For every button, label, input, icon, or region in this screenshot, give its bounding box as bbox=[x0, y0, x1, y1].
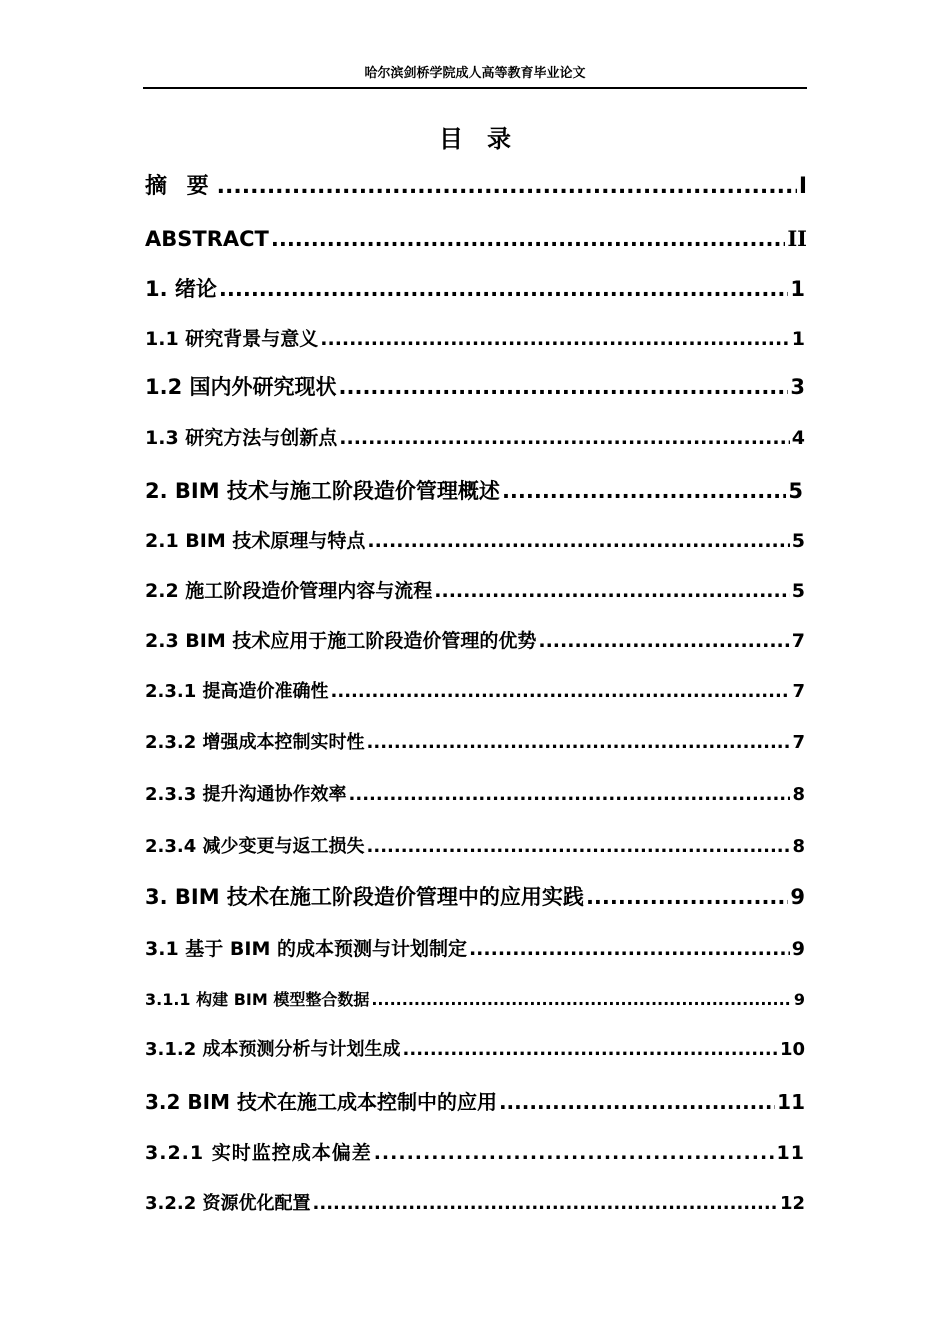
toc-entry-page: 8 bbox=[792, 784, 805, 805]
toc-entry-page: 7 bbox=[792, 681, 805, 702]
toc-entry-label: 摘 要 bbox=[145, 174, 215, 199]
toc-leader-dots bbox=[374, 1139, 775, 1167]
toc-entry-2-3-1[interactable] bbox=[145, 679, 805, 705]
toc-leader-dots bbox=[469, 935, 790, 963]
toc-entry-page: 3 bbox=[790, 375, 805, 399]
toc-leader-dots bbox=[403, 1037, 778, 1063]
toc-title: 目录 bbox=[439, 125, 535, 153]
toc-entry-3-1-1[interactable] bbox=[145, 988, 805, 1012]
toc-entry-2-3-4[interactable] bbox=[145, 834, 805, 860]
toc-leader-dots bbox=[331, 679, 791, 705]
toc-leader-dots bbox=[434, 577, 789, 605]
toc-entry-3-1[interactable] bbox=[145, 935, 805, 963]
toc-entry-page: 1 bbox=[790, 277, 805, 301]
toc-entry-label: 2.3.4 减少变更与返工损失 bbox=[145, 836, 365, 857]
toc-entry-label: 3.1.1 构建 BIM 模型整合数据 bbox=[145, 990, 370, 1009]
toc-entry-label: ABSTRACT bbox=[145, 227, 269, 251]
toc-entry-abstract-cn[interactable] bbox=[145, 172, 807, 202]
toc-entry-page: 11 bbox=[777, 1090, 805, 1114]
toc-entry-label: 2.3.3 提升沟通协作效率 bbox=[145, 784, 347, 805]
toc-entry-page: 5 bbox=[791, 530, 805, 552]
toc-entry-page: 12 bbox=[779, 1193, 805, 1214]
toc-entry-page: II bbox=[787, 226, 807, 251]
running-header: 哈尔滨剑桥学院成人高等教育毕业论文 bbox=[364, 66, 586, 81]
toc-leader-dots bbox=[339, 424, 789, 452]
toc-entry-page: 10 bbox=[779, 1039, 805, 1060]
toc-leader-dots bbox=[339, 372, 789, 402]
toc-entry-label: 3.1 基于 BIM 的成本预测与计划制定 bbox=[145, 938, 467, 960]
toc-entry-3-2[interactable] bbox=[145, 1088, 805, 1116]
toc-entry-page: 9 bbox=[790, 885, 805, 909]
toc-entry-1-1[interactable] bbox=[145, 325, 805, 353]
toc-leader-dots bbox=[367, 730, 791, 756]
toc-entry-label: 2.1 BIM 技术原理与特点 bbox=[145, 530, 366, 552]
toc-entry-2-3-3[interactable] bbox=[145, 782, 805, 808]
toc-entry-1-2[interactable] bbox=[145, 372, 805, 402]
header-divider bbox=[143, 87, 807, 89]
toc-leader-dots bbox=[367, 527, 789, 555]
toc-entry-3-2-2[interactable] bbox=[145, 1191, 805, 1217]
toc-entry-label: 3. BIM 技术在施工阶段造价管理中的应用实践 bbox=[145, 885, 584, 909]
toc-entry-label: 3.1.2 成本预测分析与计划生成 bbox=[145, 1039, 401, 1060]
toc-entry-page: 7 bbox=[792, 732, 805, 753]
toc-entry-chapter-3[interactable] bbox=[145, 882, 805, 912]
toc-entry-page: 5 bbox=[791, 580, 805, 602]
toc-leader-dots bbox=[313, 1191, 778, 1217]
toc-entry-label: 1.2 国内外研究现状 bbox=[145, 375, 337, 399]
toc-entry-page: 9 bbox=[793, 990, 805, 1009]
toc-entry-abstract-en[interactable] bbox=[145, 224, 807, 254]
toc-leader-dots bbox=[271, 224, 785, 254]
toc-leader-dots bbox=[499, 1088, 775, 1116]
toc-entry-page: 7 bbox=[791, 630, 805, 652]
toc-entry-label: 1. 绪论 bbox=[145, 277, 217, 301]
toc-entry-chapter-2[interactable] bbox=[145, 476, 803, 506]
toc-entry-page: 1 bbox=[791, 328, 805, 350]
toc-entry-page: 4 bbox=[791, 427, 805, 449]
toc-entry-3-2-1[interactable] bbox=[145, 1139, 805, 1167]
toc-entry-2-3-2[interactable] bbox=[145, 730, 805, 756]
toc-entry-label: 2. BIM 技术与施工阶段造价管理概述 bbox=[145, 479, 500, 503]
toc-entry-label: 1.1 研究背景与意义 bbox=[145, 328, 319, 350]
toc-leader-dots bbox=[219, 274, 788, 304]
toc-leader-dots bbox=[320, 325, 789, 353]
toc-entry-page: 8 bbox=[792, 836, 805, 857]
toc-entry-page: 11 bbox=[776, 1142, 805, 1164]
toc-leader-dots bbox=[538, 627, 789, 655]
toc-leader-dots bbox=[371, 988, 792, 1012]
toc-entry-label: 2.3 BIM 技术应用于施工阶段造价管理的优势 bbox=[145, 630, 537, 652]
toc-entry-2-2[interactable] bbox=[145, 577, 805, 605]
toc-entry-label: 2.2 施工阶段造价管理内容与流程 bbox=[145, 580, 433, 602]
toc-leader-dots bbox=[586, 882, 788, 912]
toc-leader-dots bbox=[349, 782, 791, 808]
toc-entry-2-1[interactable] bbox=[145, 527, 805, 555]
toc-entry-label: 2.3.1 提高造价准确性 bbox=[145, 681, 329, 702]
toc-entry-label: 3.2.2 资源优化配置 bbox=[145, 1193, 311, 1214]
toc-entry-3-1-2[interactable] bbox=[145, 1037, 805, 1063]
toc-entry-1-3[interactable] bbox=[145, 424, 805, 452]
toc-entry-label: 3.2 BIM 技术在施工成本控制中的应用 bbox=[145, 1090, 497, 1114]
toc-entry-chapter-1[interactable] bbox=[145, 274, 805, 304]
toc-entry-label: 1.3 研究方法与创新点 bbox=[145, 427, 338, 449]
toc-leader-dots bbox=[217, 172, 797, 202]
toc-entry-page: I bbox=[798, 174, 807, 199]
toc-entry-2-3[interactable] bbox=[145, 627, 805, 655]
toc-entry-label: 2.3.2 增强成本控制实时性 bbox=[145, 732, 365, 753]
toc-entry-page: 5 bbox=[788, 479, 803, 503]
toc-entry-label: 3.2.1 实时监控成本偏差 bbox=[145, 1142, 372, 1164]
toc-leader-dots bbox=[367, 834, 791, 860]
toc-leader-dots bbox=[502, 476, 786, 506]
toc-entry-page: 9 bbox=[791, 938, 805, 960]
